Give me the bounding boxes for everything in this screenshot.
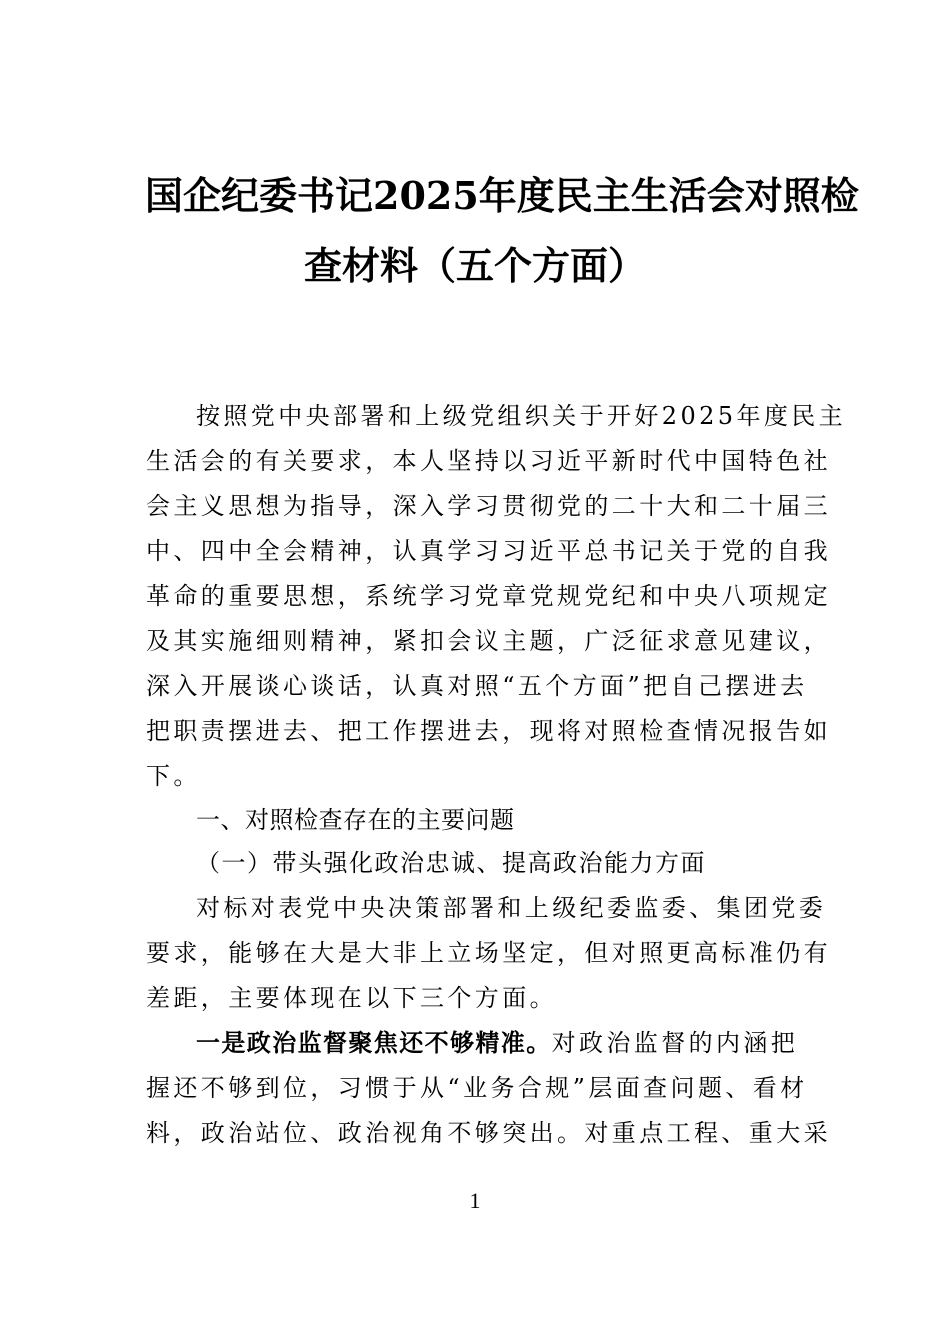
paragraph-line: 差距，主要体现在以下三个方面。 — [146, 984, 557, 1012]
section-heading-1: 一、对照检查存在的主要问题 — [196, 806, 515, 834]
intro-line: 中、四中全会精神，认真学习习近平总书记关于党的自我 — [146, 537, 831, 565]
point-lead-text: 一是政治监督聚焦还不够精准。 — [196, 1028, 552, 1057]
intro-line: 按照党中央部署和上级党组织关于开好2025年度民主 — [196, 402, 847, 430]
paragraph-line: 握还不够到位，习惯于从“业务合规”层面查问题、看材 — [146, 1074, 808, 1102]
intro-line: 会主义思想为指导，深入学习贯彻党的二十大和二十届三 — [146, 492, 831, 520]
paragraph-line: 料，政治站位、政治视角不够突出。对重点工程、重大采 — [146, 1119, 831, 1147]
paragraph-line: 对标对表党中央决策部署和上级纪委监委、集团党委 — [196, 894, 827, 922]
document-title-line-2: 查材料（五个方面） — [303, 243, 646, 288]
point-first-line-rest: 对政治监督的内涵把 — [551, 1029, 799, 1057]
paragraph-line: 要求，能够在大是大非上立场坚定，但对照更高标准仍有 — [146, 939, 831, 967]
document-title-line-1: 国企纪委书记2025年度民主生活会对照检 — [145, 173, 859, 218]
point-paragraph — [146, 1020, 831, 1156]
subsection-heading-1: （一）带头强化政治忠诚、提高政治能力方面 — [196, 849, 706, 877]
intro-line: 下。 — [146, 762, 201, 790]
page-number: 1 — [469, 1188, 481, 1213]
intro-line: 革命的重要思想，系统学习党章党规党纪和中央八项规定 — [146, 582, 831, 610]
intro-paragraph — [146, 394, 847, 799]
intro-line: 把职责摆进去、把工作摆进去，现将对照检查情况报告如 — [146, 717, 831, 745]
intro-line: 深入开展谈心谈话，认真对照“五个方面”把自己摆进去 — [146, 672, 808, 700]
intro-line: 及其实施细则精神，紧扣会议主题，广泛征求意见建议， — [146, 627, 831, 655]
point-first-line — [146, 1020, 806, 1066]
subsection-paragraph — [146, 886, 831, 1021]
intro-line: 生活会的有关要求，本人坚持以习近平新时代中国特色社 — [146, 447, 831, 475]
